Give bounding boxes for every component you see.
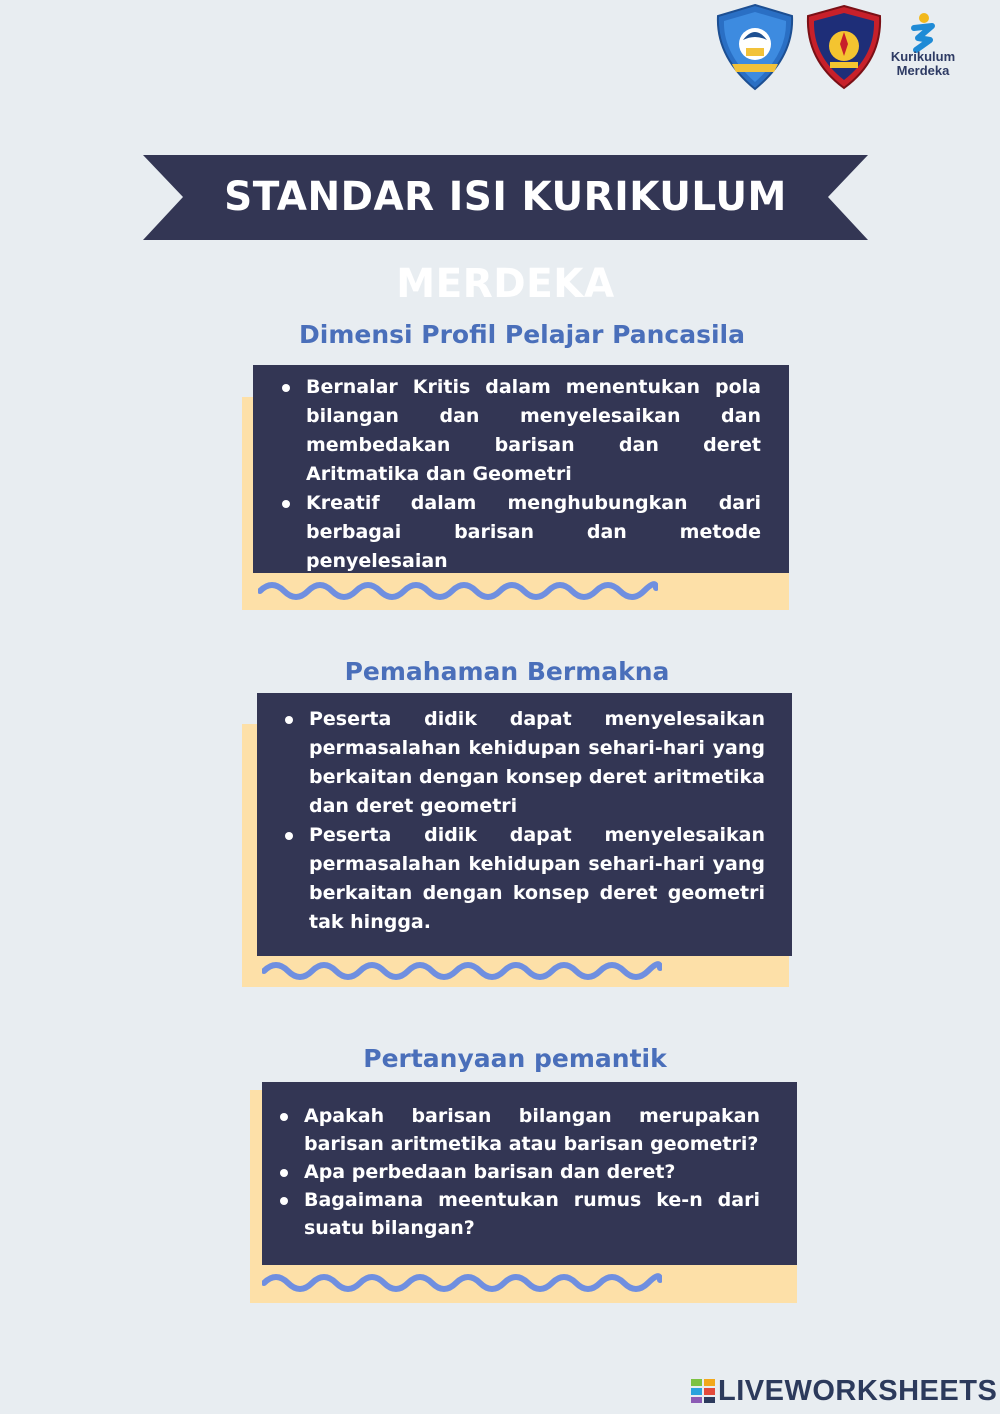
wave-decoration (262, 956, 662, 986)
bullet-list (309, 705, 765, 937)
kurikulum-merdeka-line2: Merdeka (896, 63, 950, 78)
wave-decoration (258, 576, 658, 606)
list-item: Bagaimana meentukan rumus ke-n dari suatu bilangan? (304, 1186, 760, 1242)
section-card-pertanyaan (262, 1082, 797, 1265)
kurikulum-merdeka-text (888, 50, 958, 78)
list-item: Apa perbedaan barisan dan deret? (304, 1158, 760, 1186)
wave-decoration (262, 1268, 662, 1298)
list-item: Peserta didik dapat menyelesaikan permasalahan kehidupan sehari-hari yang berkaitan dengan konsep deret aritmetika dan deret geometri (309, 705, 765, 821)
university-logo-icon (804, 4, 884, 90)
section-card-dimensi (253, 365, 789, 573)
list-item: Apakah barisan bilangan merupakan barisan aritmetika atau barisan geometri? (304, 1102, 760, 1158)
list-item: Peserta didik dapat menyelesaikan permasalahan kehidupan sehari-hari yang berkaitan dengan konsep deret geometri tak hingga. (309, 821, 765, 937)
section-title-pertanyaan: Pertanyaan pemantik (363, 1044, 667, 1073)
header-logos (710, 0, 1000, 100)
liveworksheets-blocks-icon (690, 1378, 716, 1404)
title-banner (143, 155, 868, 308)
kemendikbud-logo-icon (710, 2, 800, 92)
list-item: Bernalar Kritis dalam menentukan pola bilangan dan menyelesaikan dan membedakan barisan dan deret Aritmatika dan Geometri (306, 373, 761, 489)
liveworksheets-logo (690, 1374, 998, 1408)
section-title-pemahaman: Pemahaman Bermakna (344, 657, 670, 686)
section-card-pemahaman (257, 693, 792, 956)
bullet-list (306, 373, 761, 576)
section-title-dimensi: Dimensi Profil Pelajar Pancasila (299, 320, 745, 349)
bullet-list (304, 1102, 760, 1242)
page-title: STANDAR ISI KURIKULUM MERDEKA (224, 174, 787, 308)
liveworksheets-brand-text: LIVEWORKSHEETS (718, 1375, 998, 1407)
list-item: Kreatif dalam menghubungkan dari berbagai barisan dan metode penyelesaian (306, 489, 761, 576)
kurikulum-merdeka-line1: Kurikulum (890, 49, 956, 64)
